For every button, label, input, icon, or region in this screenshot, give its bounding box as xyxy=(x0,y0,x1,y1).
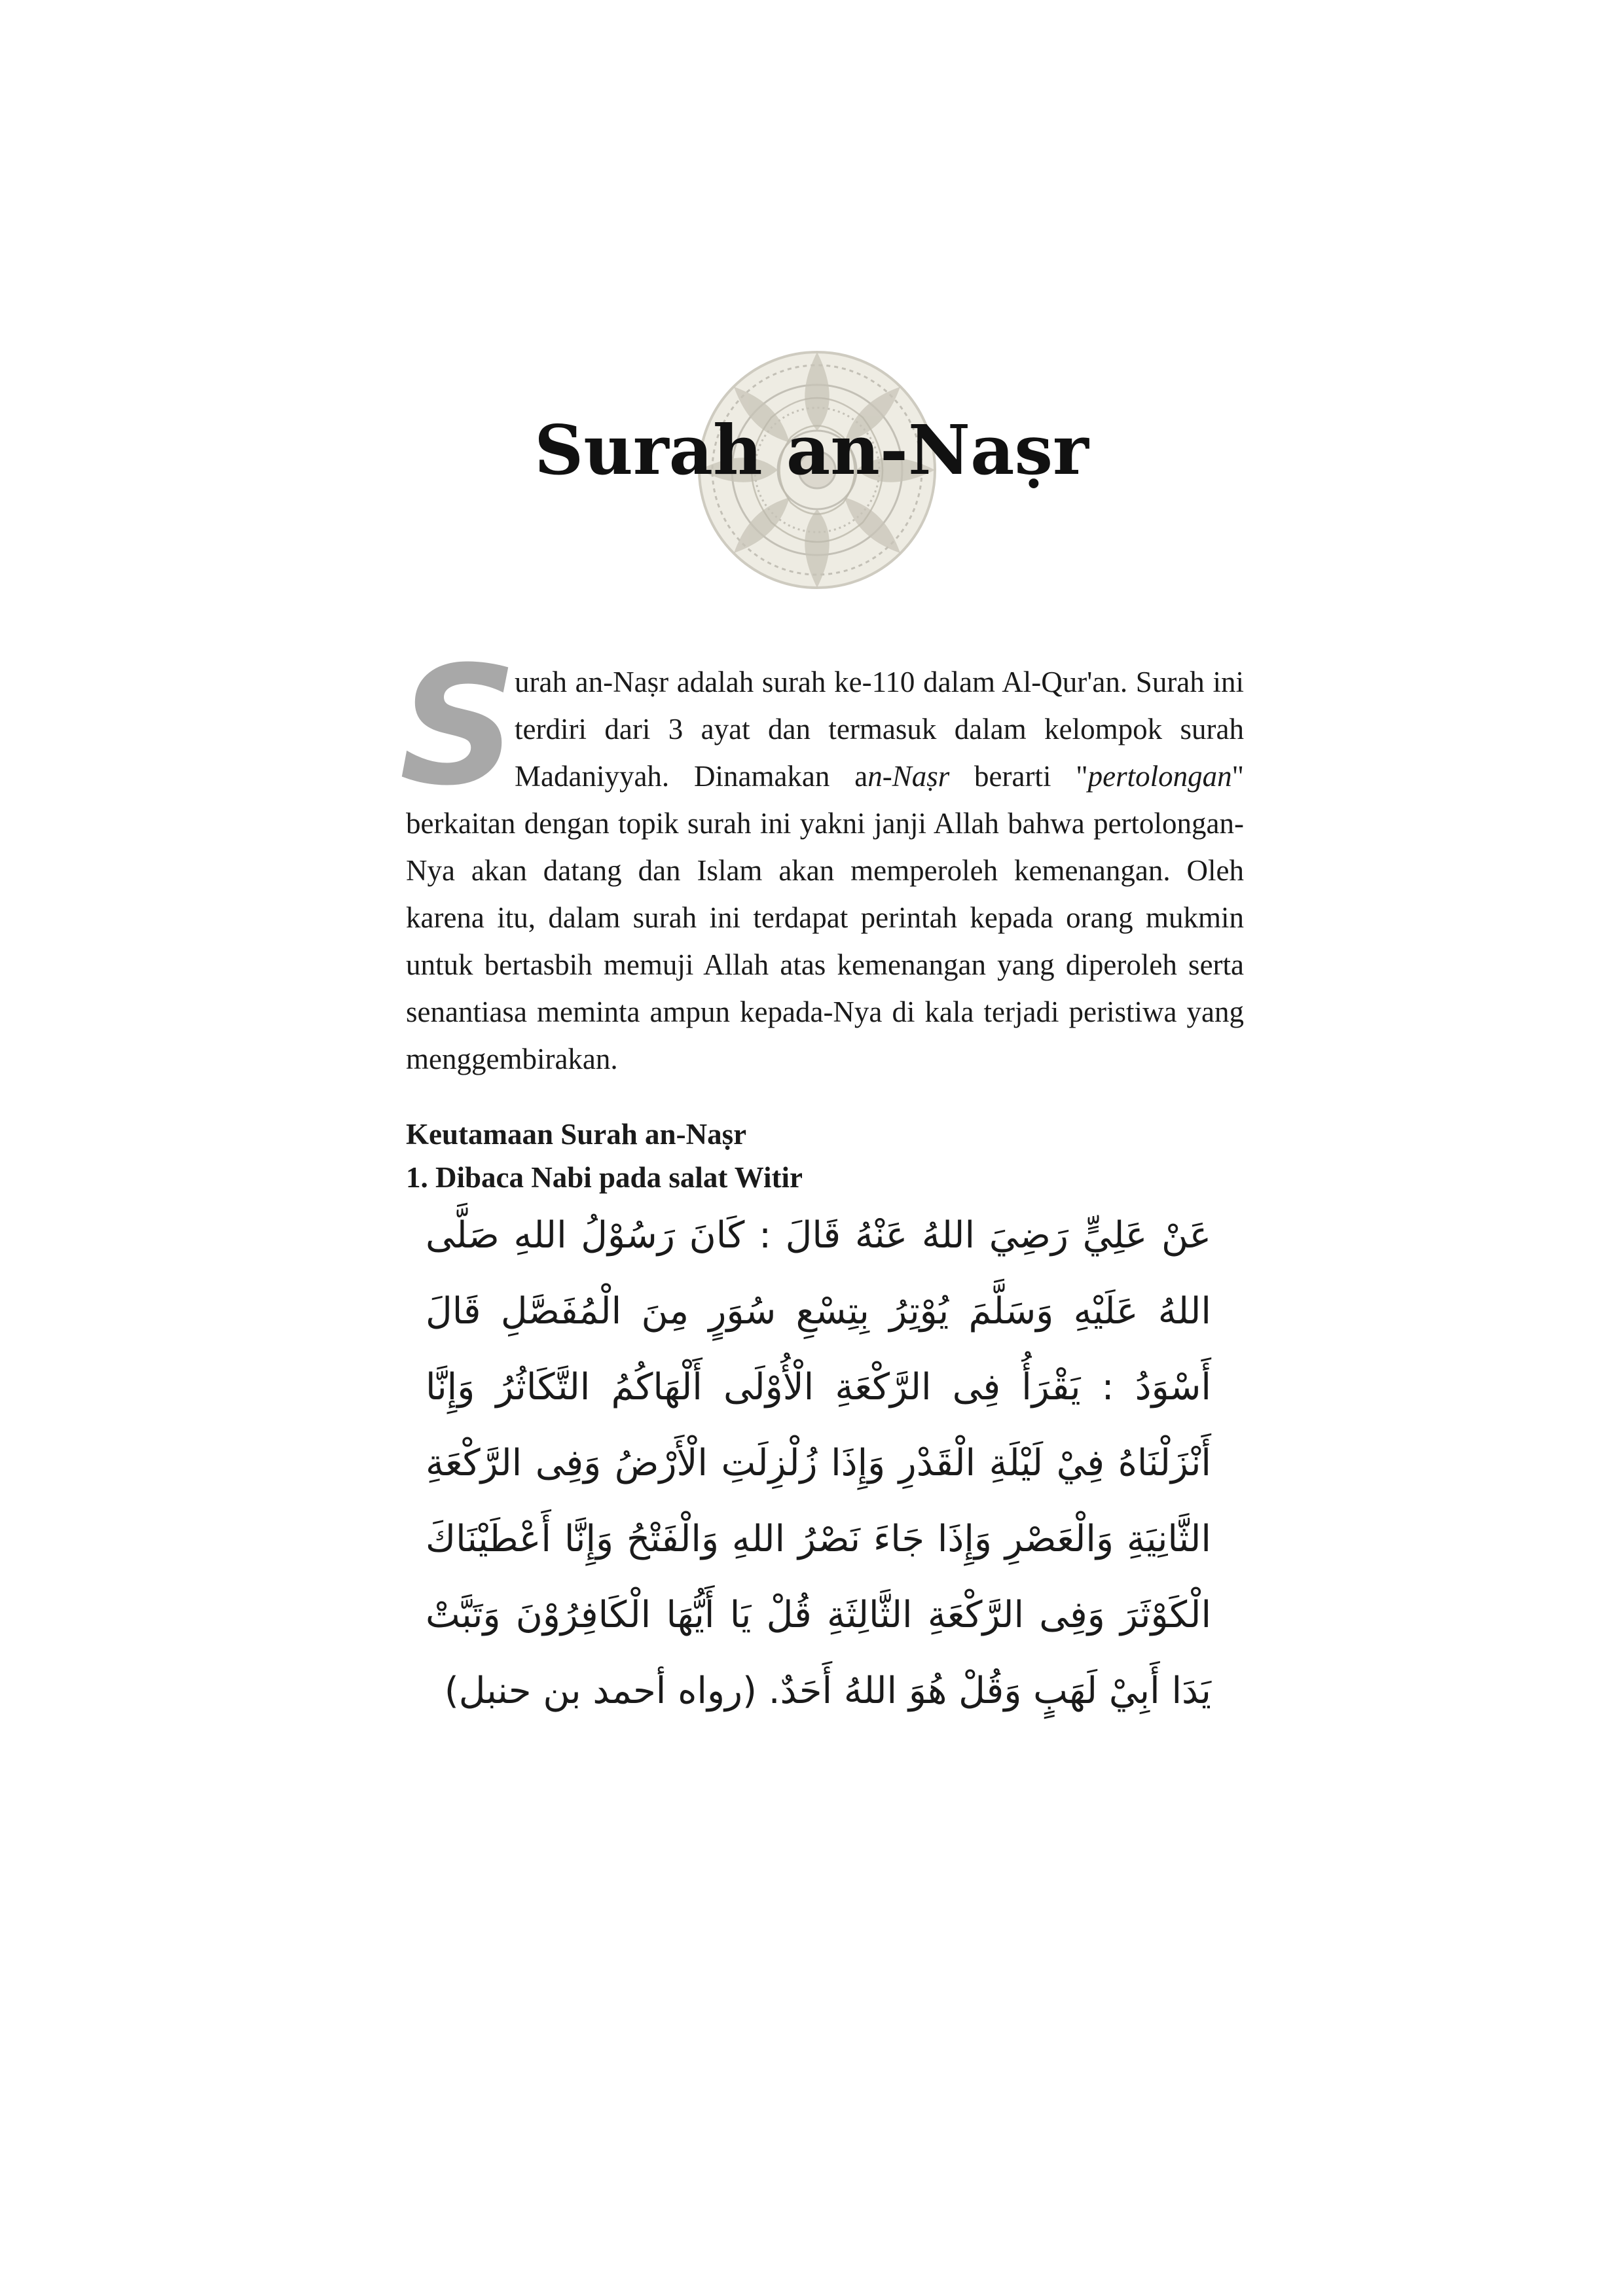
section-heading: Keutamaan Surah an-Naṣr xyxy=(406,1118,747,1151)
arabic-hadith-text: عَنْ عَلِيٍّ رَضِيَ اللهُ عَنْهُ قَالَ : كَانَ رَسُوْلُ اللهِ صَلَّى اللهُ عَلَيْهِ وَسَلَّمَ يُوْتِرُ بِتِسْعِ سُوَرٍ مِنَ الْمُفَصَّلِ قَالَ أَسْوَدُ : يَقْرَأُ فِى الرَّكْعَةِ الْأُوْلَى أَلْهَاكُمُ التَّكَاثُرُ وَإِنَّا أَنْزَلْنَاهُ فِيْ لَيْلَةِ الْقَدْرِ وَإِذَا زُلْزِلَتِ الْأَرْضُ وَفِى الرَّكْعَةِ الثَّانِيَةِ وَالْعَصْرِ وَإِذَا جَاءَ نَصْرُ اللهِ وَالْفَتْحُ وَإِنَّا أَعْطَيْنَاكَ الْكَوْثَرَ وَفِى الرَّكْعَةِ الثَّالِثَةِ قُلْ يَا أَيُّهَا الْكَافِرُوْنَ وَتَبَّتْ يَدَا أَبِيْ لَهَبٍ وَقُلْ هُوَ اللهُ أَحَدٌ. (رواه أحمد بن حنبل) xyxy=(426,1214,1211,1712)
subheading: 1. Dibaca Nabi pada salat Witir xyxy=(406,1161,803,1194)
intro-text-part-2: berarti " xyxy=(949,760,1088,793)
intro-paragraph xyxy=(399,631,1244,1083)
drop-cap: S xyxy=(399,631,518,821)
intro-text-part-1: urah an-Naṣr adalah surah ke-110 dalam Al-Qur'an. Surah ini terdiri dari 3 ayat dan termasuk dalam kelompok surah Madaniyyah. Dinamakan a xyxy=(515,666,1244,793)
page-title: Surah an-Naṣr xyxy=(534,410,1089,490)
intro-italic-meaning: pertolongan xyxy=(1087,760,1232,793)
intro-text-part-3: " berkaitan dengan topik surah ini yakni janji Allah bahwa pertolongan-Nya akan datang dan Islam akan memperoleh kemenangan. Oleh karena itu, dalam surah ini terdapat perintah kepada orang mukmin untuk bertasbih memuji Allah atas kemenangan yang diperoleh serta senantiasa meminta ampun kepada-Nya di kala terjadi peristiwa yang menggembirakan. xyxy=(406,760,1244,1075)
intro-italic-name: n-Naṣr xyxy=(867,760,950,793)
